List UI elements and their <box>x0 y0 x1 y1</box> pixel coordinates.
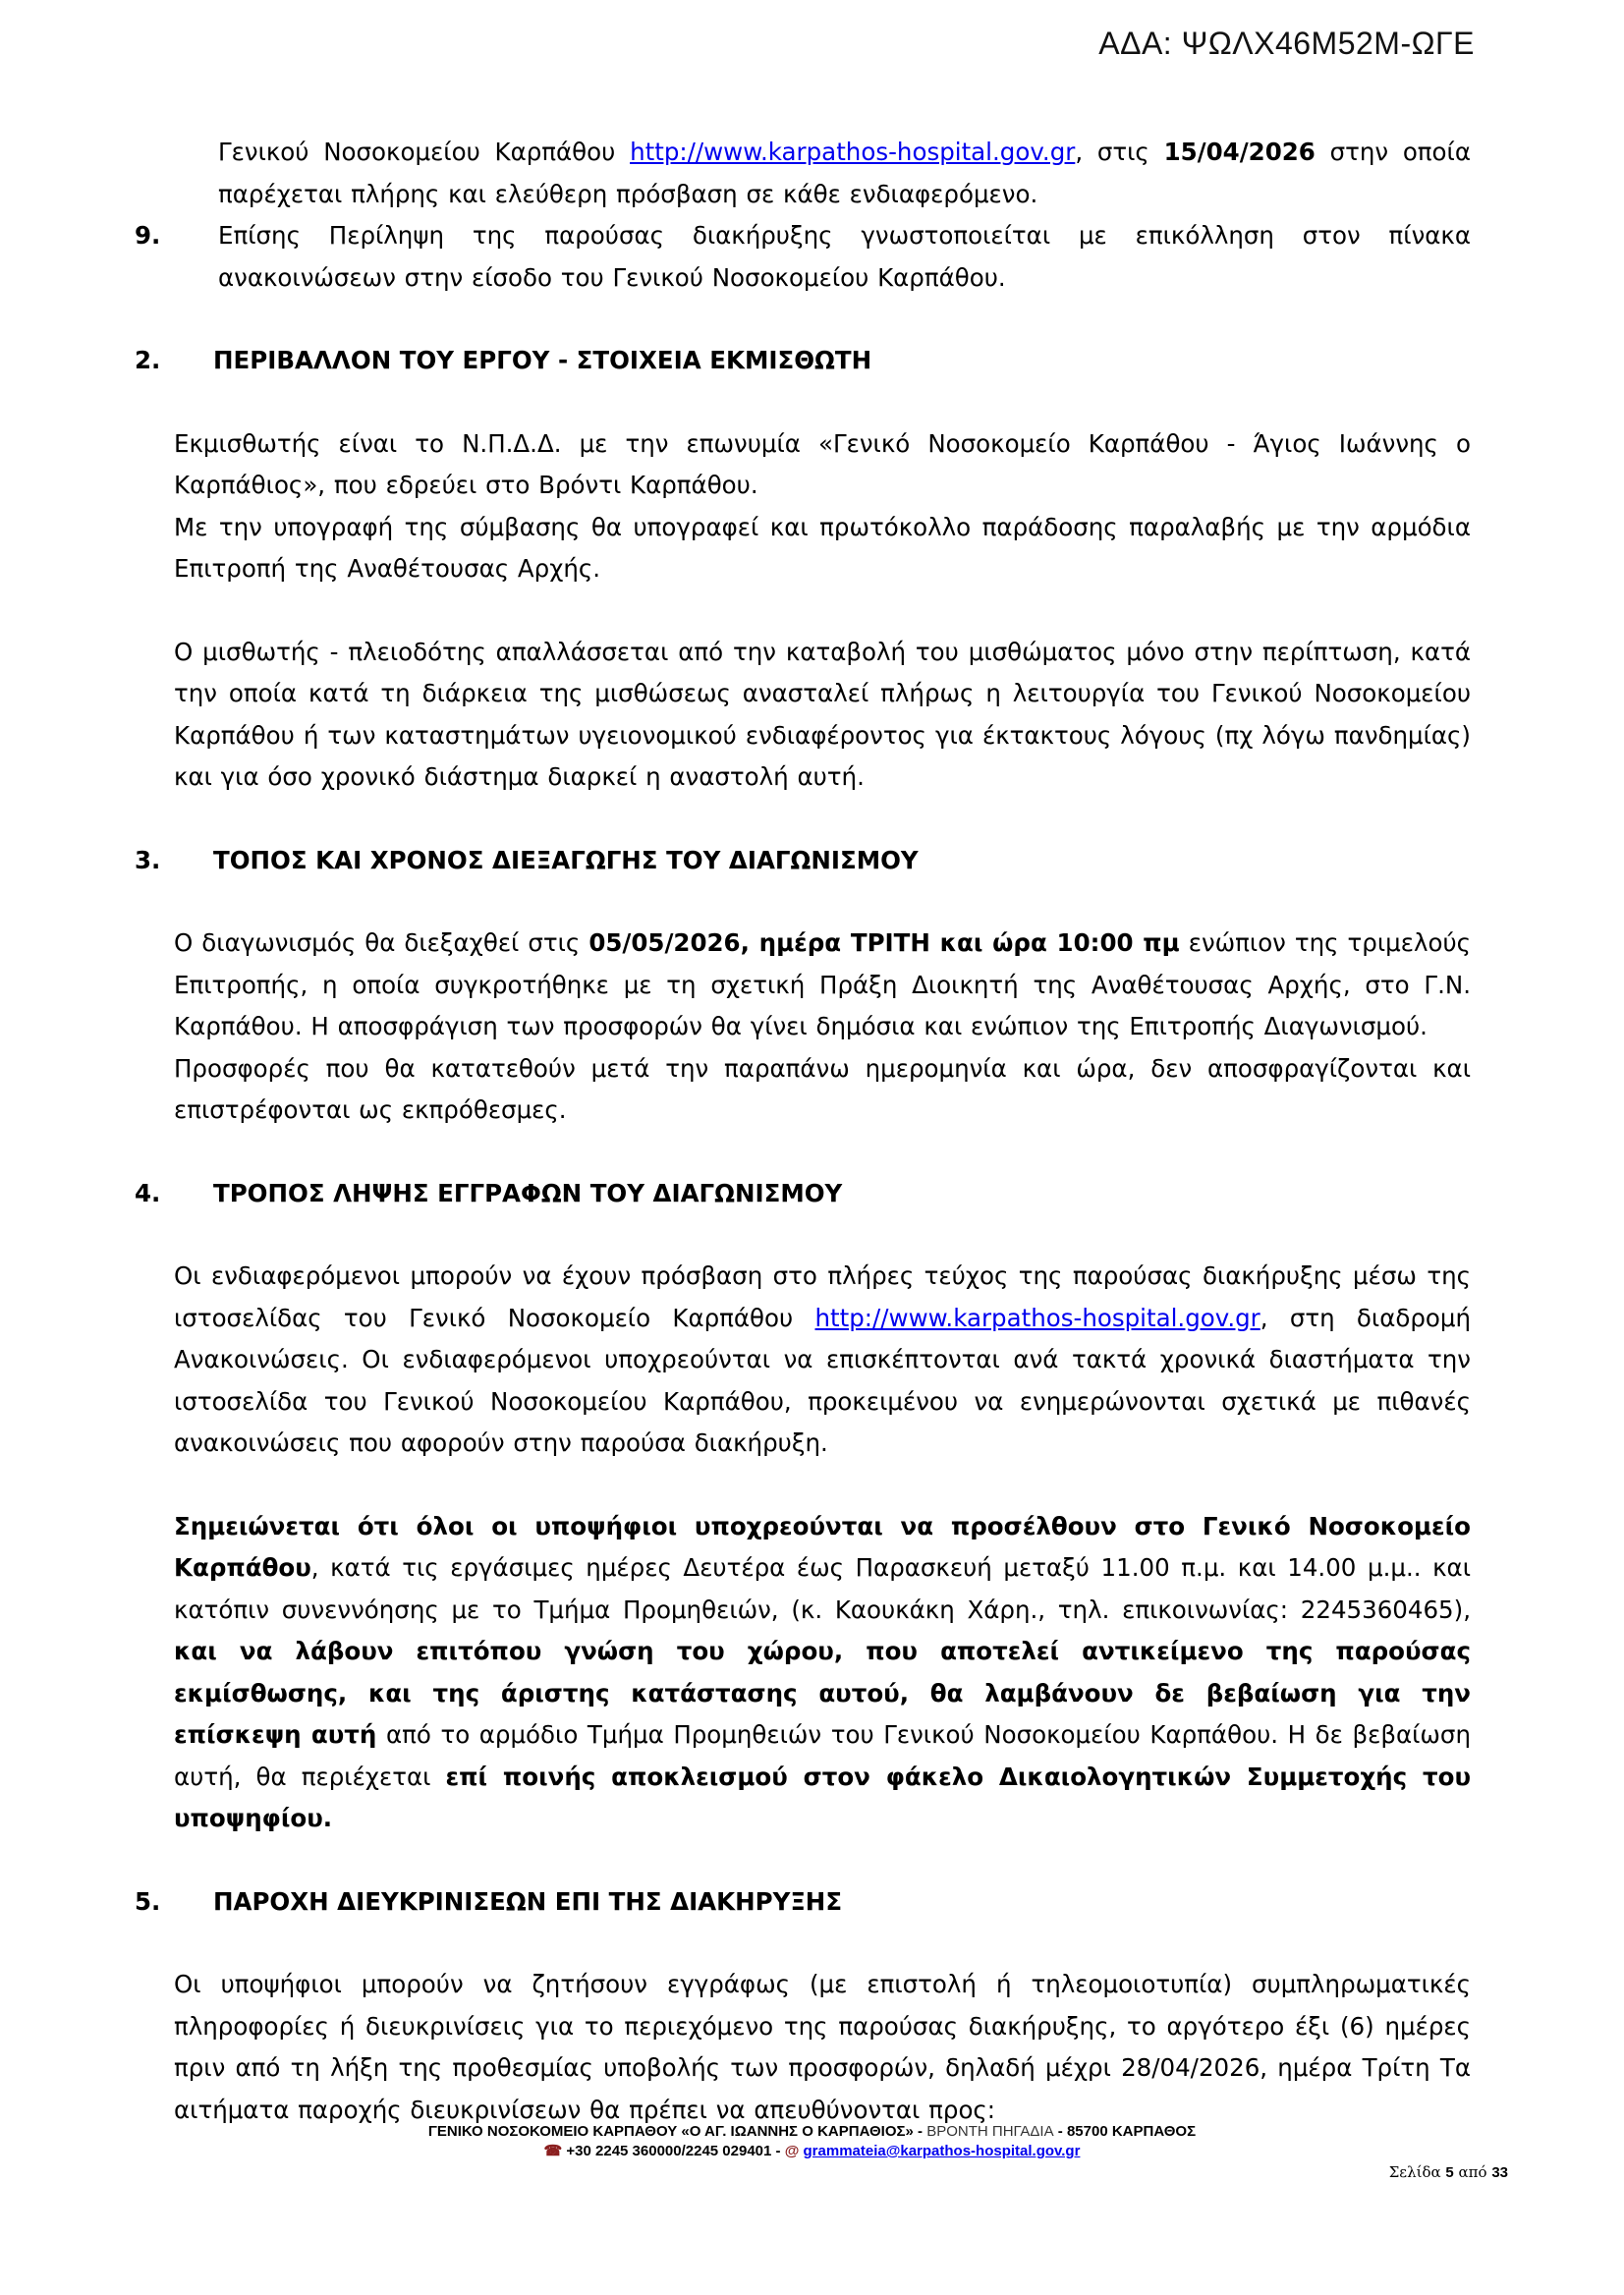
section-title: ΠΑΡΟΧΗ ΔΙΕΥΚΡΙΝΙΣΕΩΝ ΕΠΙ ΤΗΣ ΔΙΑΚΗΡΥΞΗΣ <box>213 1886 843 1916</box>
tender-date-time: 05/05/2026, ημέρα ΤΡΙΤΗ και ώρα 10:00 πμ <box>588 928 1180 957</box>
section-number: 4. <box>135 1178 161 1207</box>
list-item-number: 9. <box>135 221 161 250</box>
section-title: ΤΟΠΟΣ ΚΑΙ ΧΡΟΝΟΣ ΔΙΕΞΑΓΩΓΗΣ ΤΟΥ ΔΙΑΓΩΝΙΣΜΟΥ <box>213 845 919 874</box>
section-2-paragraph-1: Εκμισθωτής είναι το Ν.Π.Δ.Δ. με την επωνυμία «Γενικό Νοσοκομείο Καρπάθου - Άγιος Ιωάννης ο Καρπάθιος», που εδρεύει στο Βρόντι Καρπάθου. <box>174 428 1471 499</box>
section-2-paragraph-3: Ο μισθωτής - πλειοδότης απαλλάσσεται από την καταβολή του μισθώματος μόνο στην περίπτωση, κατά την οποία κατά τη διάρκεια της μισθώσεως ανασταλεί πλήρως η λειτουργία του Γενικού Νοσοκομείου Καρπάθου ή των καταστημάτων υγειονομικού ενδιαφέροντος για έκτακτους λόγους (πχ λόγω πανδημίας) και για όσο χρονικό διάστημα διαρκεί η αναστολή αυτή. <box>174 637 1471 791</box>
text: από το αρμόδιο Τμήμα Προμηθειών του Γενικού Νοσοκομείου Καρπάθου. Η δε βεβαίωση αυτή, θα περιέχεται <box>174 1720 1471 1791</box>
section-2-heading <box>135 340 1471 382</box>
section-number: 2. <box>135 346 161 374</box>
bold-text: και να λάβουν επιτόπου γνώση του χώρου, που αποτελεί αντικείμενο της παρούσας εκμίσθωσης, και της άριστης κατάστασης αυτού, θα λαμβάνουν δε βεβαίωση για την επίσκεψη αυτή <box>174 1637 1471 1749</box>
text: , στη διαδρομή Ανακοινώσεις. Οι ενδιαφερόμενοι υποχρεούνται να επισκέπτονται ανά τακτά χρονικά διαστήματα την ιστοσελίδα του Γενικού Νοσοκομείου Καρπάθου, προκειμένου να ενημερώνονται σχετικά με πιθανές ανακοινώσεις που αφορούν στην παρούσα διακήρυξη. <box>174 1303 1471 1457</box>
text: Ο διαγωνισμός θα διεξαχθεί στις <box>174 928 589 957</box>
intro-text: στην οποία παρέχεται πλήρης και ελεύθερη πρόσβαση σε κάθε ενδιαφερόμενο. <box>218 138 1471 208</box>
separator: - <box>1053 2123 1067 2140</box>
total-pages: 33 <box>1491 2164 1508 2181</box>
section-5-heading <box>135 1881 1471 1924</box>
footer-org: ΓΕΝΙΚΟ ΝΟΣΟΚΟΜΕΙΟ ΚΑΡΠΑΘΟΥ «Ο ΑΓ. ΙΩΑΝΝΗΣ Ο ΚΑΡΠΑΘΙΟΣ» <box>427 2123 914 2140</box>
footer-postcode: 85700 ΚΑΡΠΑΘΟΣ <box>1066 2123 1197 2140</box>
footer-contact-line <box>0 2142 1624 2161</box>
footer-email-link[interactable]: grammateia@karpathos-hospital.gov.gr <box>803 2143 1081 2159</box>
intro-paragraph <box>218 132 1471 215</box>
separator: - <box>913 2123 927 2140</box>
intro-continuation <box>174 132 1471 215</box>
current-page: 5 <box>1445 2164 1454 2181</box>
section-5-paragraph-1: Οι υποψήφιοι μπορούν να ζητήσουν εγγράφως (με επιστολή ή τηλεομοιοτυπία) συμπληρωματικές πληροφορίες ή διευκρινίσεις για το περιεχόμενο της παρούσας διακήρυξης, το αργότερο έξι (6) ημέρες πριν από τη λήξη της προθεσμίας υποβολής των προσφορών, δηλαδή μέχρι 28/04/2026, ημέρα Τρίτη Τα αιτήματα παροχής διευκρινίσεων θα πρέπει να απευθύνονται προς: <box>174 1970 1471 2124</box>
page-number <box>1389 2163 1508 2181</box>
ada-code: ΑΔΑ: ΨΩΛΧ46Μ52Μ-ΩΓΕ <box>1098 26 1475 61</box>
page-footer <box>0 2122 1624 2161</box>
hospital-website-link[interactable]: http://www.karpathos-hospital.gov.gr <box>630 138 1076 166</box>
page-label: Σελίδα <box>1388 2163 1446 2181</box>
bold-text: Σημειώνεται ότι όλοι οι υποψήφιοι υποχρεούνται να προσέλθουν στο Γενικό Νοσοκομείο Καρπάθου <box>174 1511 1471 1582</box>
bold-text: επί ποινής αποκλεισμού στον φάκελο Δικαιολογητικών Συμμετοχής του υποψηφίου. <box>174 1762 1471 1832</box>
document-body <box>135 132 1472 2131</box>
footer-address: ΒΡΟΝΤΗ ΠΗΓΑΔΙΑ <box>926 2123 1054 2140</box>
publication-date: 15/04/2026 <box>1163 138 1316 166</box>
section-4-paragraph-2 <box>174 1506 1471 1840</box>
text: , κατά τις εργάσιμες ημέρες Δευτέρα έως Παρασκευή μεταξύ 11.00 π.μ. και 14.00 μ.μ.. και κατόπιν συνεννόησης με το Τμήμα Προμηθειών, (κ. Καουκάκη Χάρη., τηλ. επικοινωνίας: 2245360465), <box>174 1553 1471 1624</box>
phone-icon: ☎ <box>543 2143 563 2159</box>
section-4-heading <box>135 1173 1471 1215</box>
section-3-paragraph-2: Προσφορές που θα κατατεθούν μετά την παραπάνω ημερομηνία και ώρα, δεν αποσφραγίζονται και επιστρέφονται ως εκπρόθεσμες. <box>174 1053 1471 1124</box>
list-item-9 <box>135 215 1471 299</box>
section-title: ΠΕΡΙΒΑΛΛΟΝ ΤΟΥ ΕΡΓΟΥ - ΣΤΟΙΧΕΙΑ ΕΚΜΙΣΘΩΤΗ <box>213 346 872 374</box>
footer-address-line <box>0 2122 1624 2142</box>
section-2-paragraph-2: Με την υπογραφή της σύμβασης θα υπογραφεί και πρωτόκολλο παράδοσης παραλαβής με την αρμόδια Επιτροπή της Αναθέτουσας Αρχής. <box>174 512 1471 583</box>
section-3-paragraph-1 <box>174 923 1471 1048</box>
section-number: 3. <box>135 845 161 874</box>
footer-phones: +30 2245 360000/2245 029401 - <box>562 2143 785 2159</box>
section-title: ΤΡΟΠΟΣ ΛΗΨΗΣ ΕΓΓΡΑΦΩΝ ΤΟΥ ΔΙΑΓΩΝΙΣΜΟΥ <box>213 1178 843 1207</box>
list-item-text: Επίσης Περίληψη της παρούσας διακήρυξης γνωστοποιείται με επικόλληση στον πίνακα ανακοινώσεων στην είσοδο του Γενικού Νοσοκομείου Καρπάθου. <box>218 221 1471 292</box>
section-3-heading <box>135 840 1471 882</box>
page-of: από <box>1453 2163 1492 2181</box>
intro-text: , στις <box>1075 138 1164 166</box>
text: ενώπιον της τριμελούς Επιτροπής, η οποία συγκροτήθηκε με τη σχετική Πράξη Διοικητή της Αναθέτουσας Αρχής, στο Γ.Ν. Καρπάθου. Η αποσφράγιση των προσφορών θα γίνει δημόσια και ενώπιον της Επιτροπής Διαγωνισμού. <box>174 928 1472 1040</box>
hospital-website-link[interactable]: http://www.karpathos-hospital.gov.gr <box>814 1303 1260 1332</box>
section-4-paragraph-1 <box>174 1256 1471 1465</box>
email-at-icon: @ <box>784 2143 800 2159</box>
section-number: 5. <box>135 1886 161 1916</box>
intro-text: Γενικού Νοσοκομείου Καρπάθου <box>218 138 631 166</box>
text: Οι ενδιαφερόμενοι μπορούν να έχουν πρόσβαση στο πλήρες τεύχος της παρούσας διακήρυξης μέσω της ιστοσελίδας του Γενικό Νοσοκομείο Καρπάθου <box>174 1261 1471 1332</box>
